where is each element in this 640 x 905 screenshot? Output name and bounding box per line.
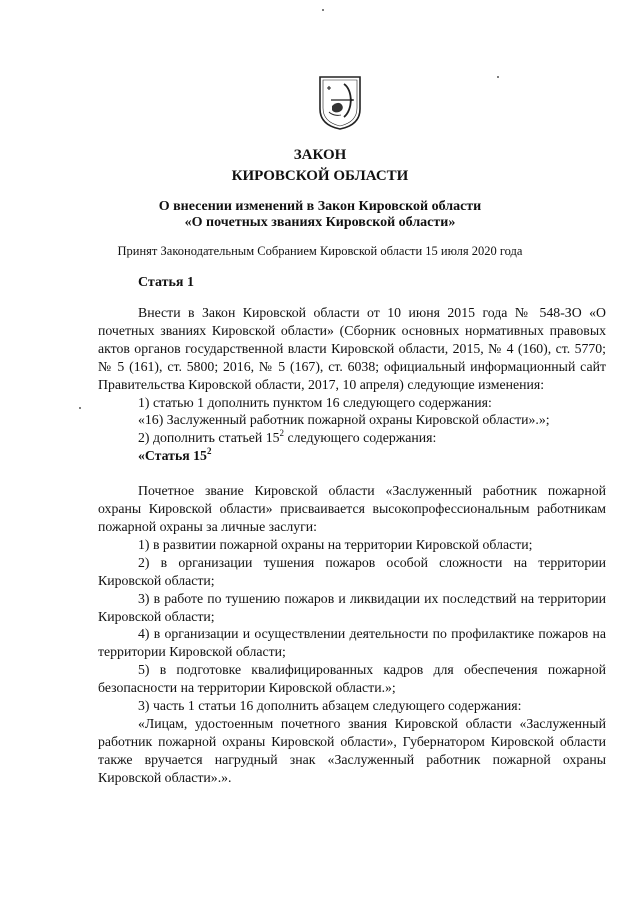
merit-2: 2) в организации тушения пожаров особой сложности на территории Кировской области; (98, 554, 606, 588)
change-3: 3) часть 1 статьи 16 дополнить абзацем следующего содержания: (138, 698, 522, 714)
award-paragraph: Почетное звание Кировской области «Заслуженный работник пожарной охраны Кировской области» присваивается высокопрофессиональным работникам пожарной охраны за личные заслуги: (98, 483, 606, 534)
law-title-line-2: КИРОВСКОЙ ОБЛАСТИ (231, 168, 409, 184)
law-title-line-1: ЗАКОН (293, 147, 347, 163)
law-subtitle-line-2: «О почетных званиях Кировской области» (184, 215, 456, 230)
scan-speck (79, 407, 81, 409)
change-1: 1) статью 1 дополнить пунктом 16 следующего содержания: (138, 394, 492, 410)
final-paragraph: «Лицам, удостоенным почетного звания Кировской области «Заслуженный работник пожарной охраны Кировской области», Губернатором Кировской области также вручается нагрудный знак «Заслуженный работник пожарной охраны Кировской области».». (98, 715, 606, 785)
article-1-heading: Статья 1 (138, 275, 194, 290)
item-16: «16) Заслуженный работник пожарной охраны Кировской области».»; (138, 412, 550, 428)
change-2: 2) дополнить статьей $15^2$ следующего содержания: (138, 428, 437, 446)
scan-speck (497, 76, 499, 78)
merit-5: 5) в подготовке квалифицированных кадров для обеспечения пожарной безопасности на территории Кировской области.»; (98, 662, 606, 696)
law-subtitle-line-1: О внесении изменений в Закон Кировской области (158, 199, 482, 214)
merit-1: 1) в развитии пожарной охраны на территории Кировской области; (138, 536, 533, 552)
intro-paragraph: Внести в Закон Кировской области от 10 июня 2015 года № 548-ЗО «О почетных званиях Кировской области» (Сборник основных нормативных правовых актов органов государственной власти Кировской области, 2015, № 4 (160), ст. 5770; № 5 (161), ст. 5800; 2016, № 5 (167), ст. 6038; официальный информационный сайт Правительства Кировской области, 2017, 10 апреля) следующие изменения: (98, 305, 606, 392)
article-1-text-block (98, 304, 606, 787)
adoption-note: Принят Законодательным Собранием Кировской области 15 июля 2020 года (117, 244, 523, 258)
coat-of-arms-emblem (318, 75, 362, 131)
article-15-2-heading: «Статья $15^2$ (138, 446, 212, 464)
merit-3: 3) в работе по тушению пожаров и ликвидации их последствий на территории Кировской области; (98, 590, 606, 624)
merit-4: 4) в организации и осуществлении деятельности по профилактике пожаров на территории Кировской области; (98, 626, 606, 660)
scan-speck (322, 9, 324, 11)
